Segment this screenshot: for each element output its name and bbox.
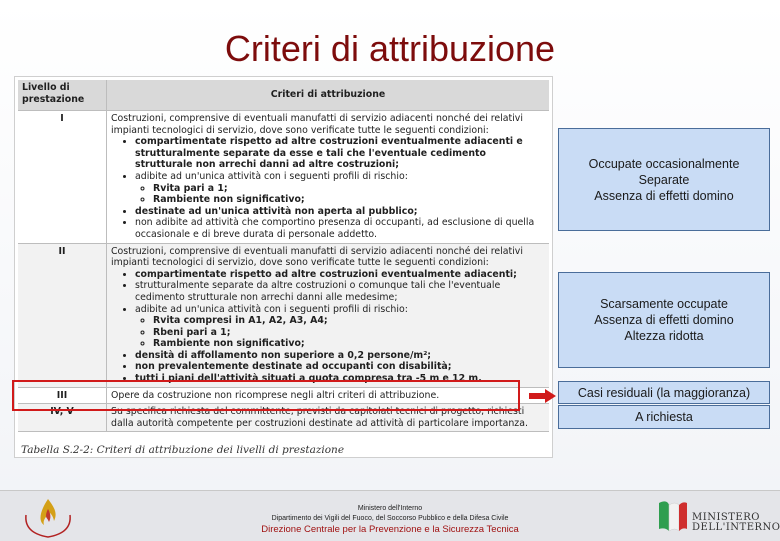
bullet: densità di affollamento non superiore a 0,2 persone/m²; (135, 349, 432, 361)
sub-bullet: Rbeni pari a 1; (153, 326, 231, 338)
note-line: A richiesta (635, 410, 693, 424)
bullet: compartimentate rispetto ad altre costruzioni eventualmente adiacenti; (135, 268, 517, 280)
table-header-row (18, 80, 549, 111)
note-box-level-1 (558, 128, 770, 231)
note-box-level-3 (558, 381, 770, 404)
bullet: strutturalmente separate da altre costruzioni o comunque tali che l'eventuale cedimento strutturale non arrechi danni alle medesime; (135, 280, 501, 303)
right-arrow-icon (529, 389, 557, 403)
row-level: IV, V (18, 404, 107, 432)
note-line: Occupate occasionalmente (588, 156, 740, 171)
note-line: Assenza di effetti domino (594, 188, 734, 203)
note-box-level-4-5 (558, 405, 770, 429)
note-line: Altezza ridotta (624, 329, 704, 343)
row-intro: Costruzioni, comprensive di eventuali manufatti di servizio adiacenti nonché dei relativi impianti tecnologici di servizio, dove sono verificate tutte le seguenti condizioni: (111, 245, 523, 269)
table-caption: Tabella S.2-2: Criteri di attribuzione dei livelli di prestazione (21, 444, 345, 456)
bullet: non prevalentemente destinate ad occupanti con disabilità; (135, 361, 452, 373)
italian-flag-icon (655, 497, 689, 533)
bullet: destinate ad un'unica attività non aperta al pubblico; (135, 205, 418, 217)
bullet: tutti i piani dell'attività situati a quota compresa tra -5 m e 12 m. (135, 373, 482, 385)
footer (0, 490, 780, 541)
bullet: adibite ad un'unica attività con i seguenti profili di rischio: (135, 170, 408, 182)
sub-bullet: Rvita compresi in A1, A2, A3, A4; (153, 315, 328, 327)
bullet: non adibite ad attività che comportino presenza di occupanti, ad esclusione di quella occasionale e di breve durata di personale addetto. (135, 217, 535, 240)
slide-title: Criteri di attribuzione (224, 28, 556, 69)
row-level: II (18, 243, 107, 387)
note-line: Scarsamente occupate (600, 297, 728, 311)
footer-line-3: Direzione Centrale per la Prevenzione e la Sicurezza Tecnica (261, 524, 519, 535)
ministry-line: MINISTERO (692, 512, 760, 523)
sub-bullet: Rambiente non significativo; (153, 194, 305, 206)
sub-bullet: Rambiente non significativo; (153, 338, 305, 350)
ministry-logo-text (692, 513, 780, 533)
row-intro: Costruzioni, comprensive di eventuali manufatti di servizio adiacenti nonché dei relativi impianti tecnologici di servizio, dove sono verificate tutte le seguenti condizioni: (111, 113, 523, 136)
note-box-level-2 (558, 272, 770, 368)
note-line: Casi residuali (la maggioranza) (577, 385, 751, 400)
note-line: Separate (638, 172, 690, 187)
note-line: Assenza di effetti domino (594, 313, 734, 327)
footer-line-2: Dipartimento dei Vigili del Fuoco, del Soccorso Pubblico e della Difesa Civile (271, 515, 509, 522)
table-row (18, 111, 549, 244)
highlight-box (12, 380, 520, 411)
header-level: Livello di prestazione (18, 80, 107, 111)
table-row (18, 243, 549, 387)
row-criteria (107, 243, 550, 387)
row-level: I (18, 111, 107, 244)
sub-bullet: Rvita pari a 1; (153, 182, 228, 194)
header-criteria: Criteri di attribuzione (107, 80, 550, 111)
row-criteria (107, 111, 550, 244)
bullet: compartimentate rispetto ad altre costruzioni eventualmente adiacenti e strutturalmente separate da esse e tali che l'eventuale cedimento strutturale non arrechi danni ad altre costruzioni; (135, 136, 523, 171)
row-criteria: Su specifica richiesta del committente, previsti da capitolati tecnici di progetto, richiesti dalla autorità competente per costruzioni destinate ad attività di particolare importanza. (107, 404, 550, 432)
row-criteria: Opere da costruzione non ricomprese negli altri criteri di attribuzione. (107, 387, 550, 404)
ministry-line: DELL'INTERNO (692, 522, 780, 533)
bullet: adibite ad un'unica attività con i seguenti profili di rischio: (135, 303, 408, 315)
row-level: III (18, 387, 107, 404)
footer-line-1: Ministero dell'Interno (357, 505, 423, 512)
